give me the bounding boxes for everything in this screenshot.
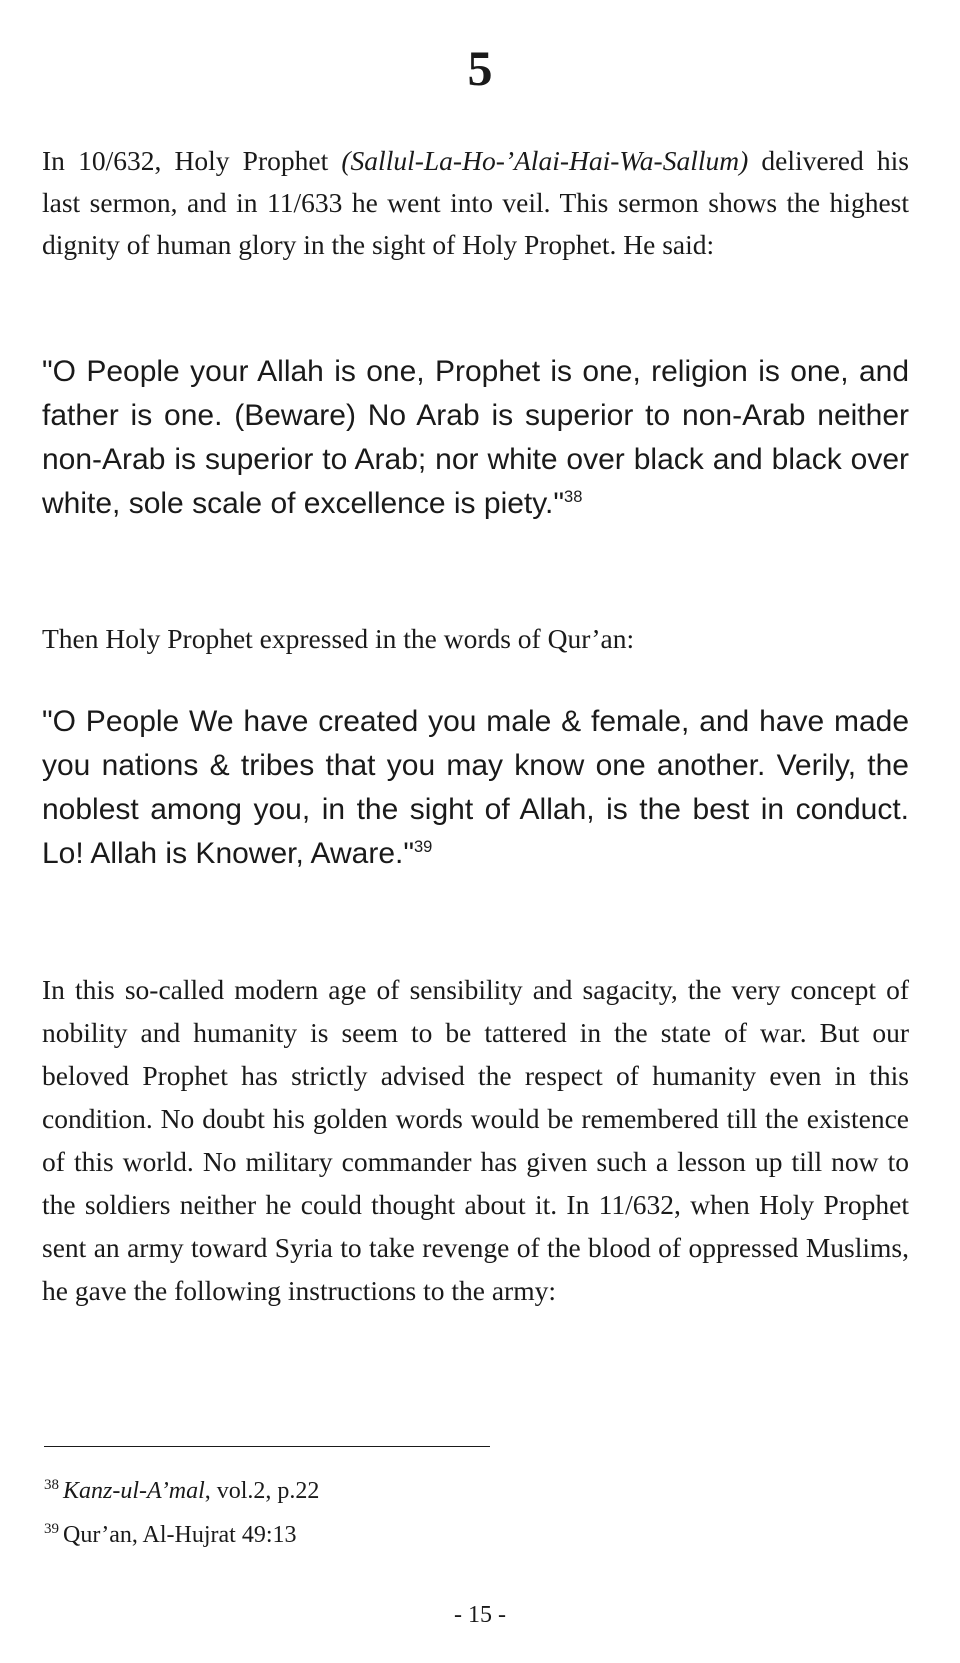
footnote-source-title: Kanz-ul-A’mal [63, 1478, 205, 1504]
footnote-ref-39: 39 [413, 838, 433, 856]
footnote-39 [44, 1510, 644, 1554]
page-number: - 15 - [454, 1602, 506, 1628]
footnote-number: 39 [44, 1521, 59, 1537]
sermon-quote [42, 350, 909, 526]
footnote-number: 38 [44, 1477, 59, 1493]
intro-text-start: In 10/632, Holy Prophet [42, 145, 342, 176]
footnote-source-detail: , vol.2, p.22 [204, 1478, 320, 1504]
war-ethics-paragraph: In this so-called modern age of sensibility and sagacity, the very concept of nobility and humanity is seem to be tattered in the state of war. But our beloved Prophet has strictly advised the respect of humanity even in this condition. No doubt his golden words would be remembered till the existence of this world. No military commander has given such a lesson up till now to the soldiers neither he could thought about it. In 11/632, when Holy Prophet sent an army toward Syria to take revenge of the blood of oppressed Muslims, he gave the following instructions to the army: [42, 974, 909, 1306]
sermon-quote-text: "O People your Allah is one, Prophet is one, religion is one, and father is one. (Beware) No Arab is superior to non-Arab neither non-Arab is superior to Arab; nor white over black and black over white, sole scale of excellence is piety." [42, 355, 909, 520]
footnote-divider [44, 1446, 490, 1447]
footnote-38 [44, 1466, 644, 1510]
intro-text-end: delivered his last sermon, and in 11/633 he went into veil. This sermon shows the highest dignity of human glory in the sight of Holy Prophet. He said: [42, 145, 909, 260]
footnotes [44, 1466, 644, 1554]
quran-quote [42, 700, 909, 876]
intro-paragraph [42, 140, 909, 266]
quran-quote-text: "O People We have created you male & female, and have made you nations & tribes that you may know one another. Verily, the noblest among you, in the sight of Allah, is the best in conduct. Lo! Allah is Knower, Aware." [42, 705, 909, 870]
footnote-source-detail: Qur’an, Al-Hujrat 49:13 [63, 1522, 297, 1548]
transition-paragraph: Then Holy Prophet expressed in the words of Qur’an: [42, 623, 635, 654]
chapter-number: 5 [467, 40, 493, 96]
footnote-ref-38: 38 [564, 488, 583, 506]
honorific-phrase: (Sallul-La-Ho-’Alai-Hai-Wa-Sallum) [341, 145, 749, 176]
